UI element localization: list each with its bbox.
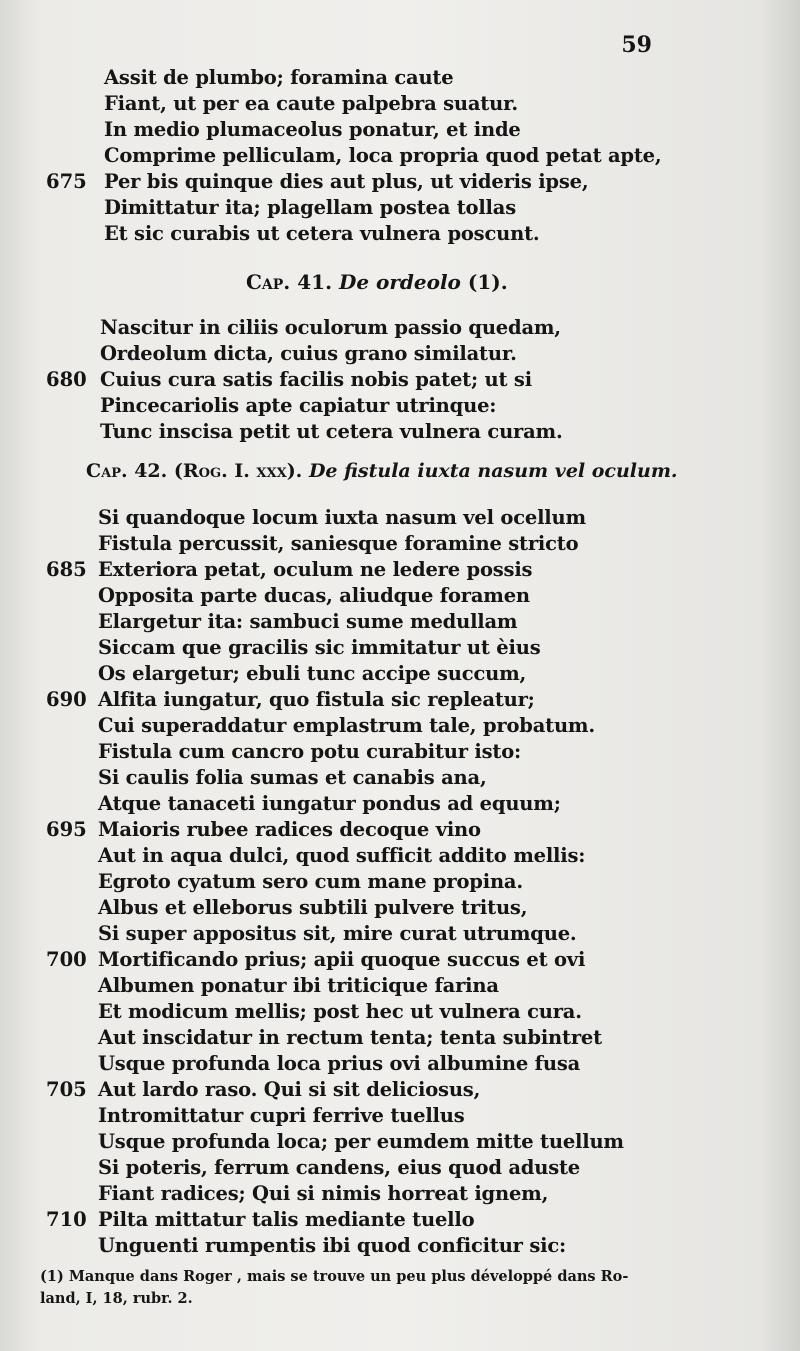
verse-line: Cuius cura satis facilis nobis patet; ut si — [100, 368, 532, 391]
verse-line: Elargetur ita: sambuci sume medullam — [98, 610, 518, 633]
line-number: 710 — [46, 1208, 87, 1231]
line-number: 700 — [46, 948, 87, 971]
verse-line: Siccam que gracilis sic immitatur ut èius — [98, 636, 541, 659]
verse-line: Unguenti rumpentis ibi quod conficitur sic: — [98, 1234, 566, 1257]
chapter-number: Cap. 42. (Rog. I. xxx). — [86, 460, 303, 482]
verse-line: Et sic curabis ut cetera vulnera poscunt. — [104, 222, 540, 245]
verse-line: Aut lardo raso. Qui si sit deliciosus, — [98, 1078, 481, 1101]
verse-line: Usque profunda loca; per eumdem mitte tuellum — [98, 1130, 624, 1153]
verse-line: Pincecariolis apte capiatur utrinque: — [100, 394, 497, 417]
chapter-number: Cap. 41. — [246, 270, 333, 294]
verse-line: Opposita parte ducas, aliudque foramen — [98, 584, 530, 607]
verse-line: Comprime pelliculam, loca propria quod petat apte, — [104, 144, 662, 167]
verse-line: Tunc inscisa petit ut cetera vulnera curam. — [100, 420, 563, 443]
verse-line: Si super appositus sit, mire curat utrumque. — [98, 922, 577, 945]
line-number: 705 — [46, 1078, 87, 1101]
line-number: 680 — [46, 368, 87, 391]
verse-line: Fiant, ut per ea caute palpebra suatur. — [104, 92, 518, 115]
verse-line: Fistula percussit, saniesque foramine stricto — [98, 532, 579, 555]
verse-line: Dimittatur ita; plagellam postea tollas — [104, 196, 516, 219]
verse-line: Assit de plumbo; foramina caute — [104, 66, 454, 89]
chapter-title: De ordeolo — [339, 270, 461, 294]
verse-line: Alfita iungatur, quo fistula sic repleatur; — [98, 688, 535, 711]
verse-line: Fiant radices; Qui si nimis horreat ignem, — [98, 1182, 549, 1205]
verse-line: Maioris rubee radices decoque vino — [98, 818, 481, 841]
verse-line: Fistula cum cancro potu curabitur isto: — [98, 740, 522, 763]
verse-line: Albumen ponatur ibi triticique farina — [98, 974, 499, 997]
verse-line: Mortificando prius; apii quoque succus et ovi — [98, 948, 586, 971]
verse-line: Intromittatur cupri ferrive tuellus — [98, 1104, 465, 1127]
verse-line: In medio plumaceolus ponatur, et inde — [104, 118, 521, 141]
verse-line: Si quandoque locum iuxta nasum vel ocellum — [98, 506, 586, 529]
chapter-title: De fistula iuxta nasum vel oculum. — [308, 460, 678, 482]
verse-line: Os elargetur; ebuli tunc accipe succum, — [98, 662, 527, 685]
verse-line: Nascitur in ciliis oculorum passio quedam, — [100, 316, 561, 339]
line-number: 685 — [46, 558, 87, 581]
verse-line: Si caulis folia sumas et canabis ana, — [98, 766, 487, 789]
chapter-heading — [86, 456, 678, 486]
verse-line: Egroto cyatum sero cum mane propina. — [98, 870, 523, 893]
footnote-line: (1) Manque dans Roger , mais se trouve un peu plus développé dans Ro- — [40, 1268, 629, 1285]
footnote-ref: (1). — [467, 270, 508, 294]
verse-line: Aut inscidatur in rectum tenta; tenta subintret — [98, 1026, 602, 1049]
line-number: 675 — [46, 170, 87, 193]
page-number: 59 — [621, 32, 652, 58]
verse-line: Pilta mittatur talis mediante tuello — [98, 1208, 475, 1231]
verse-line: Ordeolum dicta, cuius grano similatur. — [100, 342, 517, 365]
verse-line: Si poteris, ferrum candens, eius quod aduste — [98, 1156, 581, 1179]
line-number: 695 — [46, 818, 87, 841]
verse-line: Usque profunda loca prius ovi albumine fusa — [98, 1052, 581, 1075]
verse-line: Atque tanaceti iungatur pondus ad equum; — [98, 792, 561, 815]
verse-line: Albus et elleborus subtili pulvere tritus, — [98, 896, 528, 919]
verse-line: Aut in aqua dulci, quod sufficit addito mellis: — [98, 844, 586, 867]
verse-line: Exteriora petat, oculum ne ledere possis — [98, 558, 533, 581]
footnote-line: land, I, 18, rubr. 2. — [40, 1290, 193, 1307]
verse-line: Per bis quinque dies aut plus, ut videris ipse, — [104, 170, 589, 193]
footnote — [40, 1266, 760, 1310]
verse-line: Et modicum mellis; post hec ut vulnera cura. — [98, 1000, 582, 1023]
line-number: 690 — [46, 688, 87, 711]
chapter-heading — [246, 267, 508, 297]
verse-line: Cui superaddatur emplastrum tale, probatum. — [98, 714, 595, 737]
